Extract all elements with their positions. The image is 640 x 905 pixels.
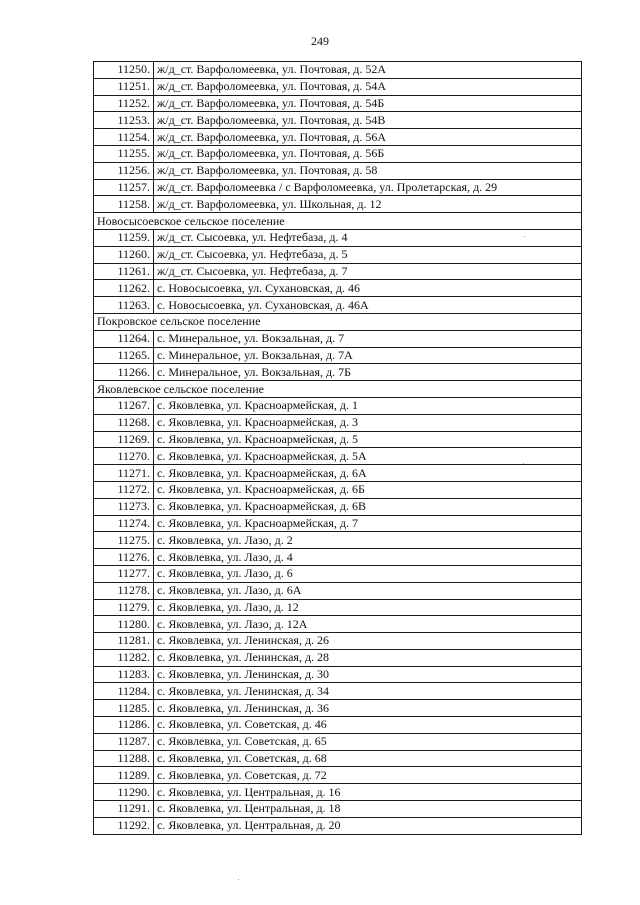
row-address: ж/д_ст. Варфоломеевка, ул. Почтовая, д. 54А xyxy=(154,78,582,95)
registry-body xyxy=(94,62,582,835)
table-row xyxy=(94,347,582,364)
table-row xyxy=(94,481,582,498)
row-address: с. Яковлевка, ул. Ленинская, д. 28 xyxy=(154,649,582,666)
row-address: с. Яковлевка, ул. Лазо, д. 12 xyxy=(154,599,582,616)
address-registry-table xyxy=(93,61,582,835)
table-row xyxy=(94,95,582,112)
row-address: с. Новосысоевка, ул. Сухановская, д. 46 xyxy=(154,280,582,297)
row-address: с. Новосысоевка, ул. Сухановская, д. 46А xyxy=(154,297,582,314)
row-number: 11250. xyxy=(94,62,154,79)
row-number: 11274. xyxy=(94,515,154,532)
table-row xyxy=(94,616,582,633)
row-address: с. Яковлевка, ул. Центральная, д. 16 xyxy=(154,784,582,801)
scan-speck xyxy=(523,463,524,464)
row-address: с. Яковлевка, ул. Ленинская, д. 36 xyxy=(154,700,582,717)
row-address: с. Минеральное, ул. Вокзальная, д. 7А xyxy=(154,347,582,364)
row-address: ж/д_ст. Варфоломеевка, ул. Почтовая, д. 54Б xyxy=(154,95,582,112)
row-address: ж/д_ст. Варфоломеевка, ул. Почтовая, д. 52А xyxy=(154,62,582,79)
row-number: 11287. xyxy=(94,733,154,750)
row-number: 11290. xyxy=(94,784,154,801)
table-row xyxy=(94,717,582,734)
table-row xyxy=(94,112,582,129)
row-number: 11286. xyxy=(94,717,154,734)
row-address: с. Яковлевка, ул. Советская, д. 72 xyxy=(154,767,582,784)
section-title: Покровское сельское поселение xyxy=(94,313,582,330)
row-address: ж/д_ст. Варфоломеевка, ул. Почтовая, д. 54В xyxy=(154,112,582,129)
row-address: с. Яковлевка, ул. Лазо, д. 4 xyxy=(154,549,582,566)
table-row xyxy=(94,532,582,549)
section-header-row xyxy=(94,381,582,398)
row-number: 11284. xyxy=(94,683,154,700)
row-address: с. Яковлевка, ул. Красноармейская, д. 7 xyxy=(154,515,582,532)
table-row xyxy=(94,599,582,616)
row-number: 11276. xyxy=(94,549,154,566)
row-number: 11254. xyxy=(94,129,154,146)
table-row xyxy=(94,145,582,162)
table-row xyxy=(94,666,582,683)
table-row xyxy=(94,263,582,280)
table-row xyxy=(94,162,582,179)
row-address: ж/д_ст. Варфоломеевка / с Варфоломеевка, ул. Пролетарская, д. 29 xyxy=(154,179,582,196)
row-number: 11266. xyxy=(94,364,154,381)
table-row xyxy=(94,633,582,650)
row-number: 11264. xyxy=(94,330,154,347)
row-number: 11272. xyxy=(94,481,154,498)
table-row xyxy=(94,733,582,750)
table-row xyxy=(94,129,582,146)
row-address: с. Яковлевка, ул. Ленинская, д. 26 xyxy=(154,633,582,650)
row-number: 11268. xyxy=(94,414,154,431)
row-address: ж/д_ст. Варфоломеевка, ул. Почтовая, д. 56А xyxy=(154,129,582,146)
table-row xyxy=(94,448,582,465)
row-address: с. Минеральное, ул. Вокзальная, д. 7Б xyxy=(154,364,582,381)
row-address: с. Яковлевка, ул. Красноармейская, д. 1 xyxy=(154,397,582,414)
table-row xyxy=(94,683,582,700)
row-number: 11280. xyxy=(94,616,154,633)
table-row xyxy=(94,549,582,566)
row-address: ж/д_ст. Варфоломеевка, ул. Почтовая, д. 56Б xyxy=(154,145,582,162)
table-row xyxy=(94,330,582,347)
row-number: 11261. xyxy=(94,263,154,280)
row-number: 11263. xyxy=(94,297,154,314)
table-row xyxy=(94,565,582,582)
row-number: 11255. xyxy=(94,145,154,162)
row-address: ж/д_ст. Сысоевка, ул. Нефтебаза, д. 5 xyxy=(154,246,582,263)
row-address: с. Яковлевка, ул. Центральная, д. 18 xyxy=(154,801,582,818)
row-address: с. Яковлевка, ул. Красноармейская, д. 6В xyxy=(154,498,582,515)
row-address: с. Яковлевка, ул. Советская, д. 68 xyxy=(154,750,582,767)
section-header-row xyxy=(94,313,582,330)
row-number: 11251. xyxy=(94,78,154,95)
table-row xyxy=(94,246,582,263)
row-number: 11260. xyxy=(94,246,154,263)
row-address: с. Яковлевка, ул. Ленинская, д. 34 xyxy=(154,683,582,700)
table-row xyxy=(94,196,582,213)
table-row xyxy=(94,465,582,482)
table-row xyxy=(94,78,582,95)
table-row xyxy=(94,498,582,515)
row-address: с. Яковлевка, ул. Советская, д. 65 xyxy=(154,733,582,750)
row-number: 11257. xyxy=(94,179,154,196)
table-row xyxy=(94,280,582,297)
row-address: с. Яковлевка, ул. Ленинская, д. 30 xyxy=(154,666,582,683)
row-number: 11281. xyxy=(94,633,154,650)
row-address: с. Яковлевка, ул. Лазо, д. 12А xyxy=(154,616,582,633)
row-number: 11291. xyxy=(94,801,154,818)
row-number: 11253. xyxy=(94,112,154,129)
table-row xyxy=(94,784,582,801)
row-number: 11252. xyxy=(94,95,154,112)
table-row xyxy=(94,700,582,717)
table-row xyxy=(94,801,582,818)
table-row xyxy=(94,414,582,431)
row-number: 11259. xyxy=(94,229,154,246)
row-number: 11277. xyxy=(94,565,154,582)
row-number: 11289. xyxy=(94,767,154,784)
row-address: с. Яковлевка, ул. Красноармейская, д. 6Б xyxy=(154,481,582,498)
row-number: 11262. xyxy=(94,280,154,297)
row-address: с. Минеральное, ул. Вокзальная, д. 7 xyxy=(154,330,582,347)
table-row xyxy=(94,62,582,79)
row-number: 11278. xyxy=(94,582,154,599)
table-row xyxy=(94,767,582,784)
row-number: 11265. xyxy=(94,347,154,364)
row-address: с. Яковлевка, ул. Лазо, д. 6 xyxy=(154,565,582,582)
section-title: Яковлевское сельское поселение xyxy=(94,381,582,398)
table-row xyxy=(94,364,582,381)
row-number: 11275. xyxy=(94,532,154,549)
row-address: с. Яковлевка, ул. Красноармейская, д. 6А xyxy=(154,465,582,482)
table-row xyxy=(94,515,582,532)
row-number: 11292. xyxy=(94,817,154,834)
row-address: с. Яковлевка, ул. Красноармейская, д. 3 xyxy=(154,414,582,431)
row-number: 11288. xyxy=(94,750,154,767)
row-address: ж/д_ст. Варфоломеевка, ул. Школьная, д. 12 xyxy=(154,196,582,213)
table-row xyxy=(94,397,582,414)
row-number: 11273. xyxy=(94,498,154,515)
row-number: 11267. xyxy=(94,397,154,414)
row-address: с. Яковлевка, ул. Центральная, д. 20 xyxy=(154,817,582,834)
table-row xyxy=(94,649,582,666)
row-number: 11279. xyxy=(94,599,154,616)
row-number: 11270. xyxy=(94,448,154,465)
row-number: 11285. xyxy=(94,700,154,717)
table-row xyxy=(94,817,582,834)
table-row xyxy=(94,297,582,314)
section-title: Новосысоевское сельское поселение xyxy=(94,213,582,230)
section-header-row xyxy=(94,213,582,230)
row-address: с. Яковлевка, ул. Красноармейская, д. 5 xyxy=(154,431,582,448)
row-number: 11258. xyxy=(94,196,154,213)
row-address: ж/д_ст. Сысоевка, ул. Нефтебаза, д. 7 xyxy=(154,263,582,280)
row-number: 11256. xyxy=(94,162,154,179)
table-row xyxy=(94,582,582,599)
row-number: 11282. xyxy=(94,649,154,666)
table-row xyxy=(94,750,582,767)
row-address: с. Яковлевка, ул. Советская, д. 46 xyxy=(154,717,582,734)
row-number: 11271. xyxy=(94,465,154,482)
scan-speck xyxy=(238,879,239,880)
table-row xyxy=(94,431,582,448)
row-number: 11283. xyxy=(94,666,154,683)
row-address: ж/д_ст. Варфоломеевка, ул. Почтовая, д. 58 xyxy=(154,162,582,179)
table-row xyxy=(94,229,582,246)
scan-speck xyxy=(524,236,525,237)
row-address: с. Яковлевка, ул. Красноармейская, д. 5А xyxy=(154,448,582,465)
row-address: с. Яковлевка, ул. Лазо, д. 6А xyxy=(154,582,582,599)
row-address: ж/д_ст. Сысоевка, ул. Нефтебаза, д. 4 xyxy=(154,229,582,246)
row-address: с. Яковлевка, ул. Лазо, д. 2 xyxy=(154,532,582,549)
page-number: 249 xyxy=(311,34,329,48)
row-number: 11269. xyxy=(94,431,154,448)
table-row xyxy=(94,179,582,196)
